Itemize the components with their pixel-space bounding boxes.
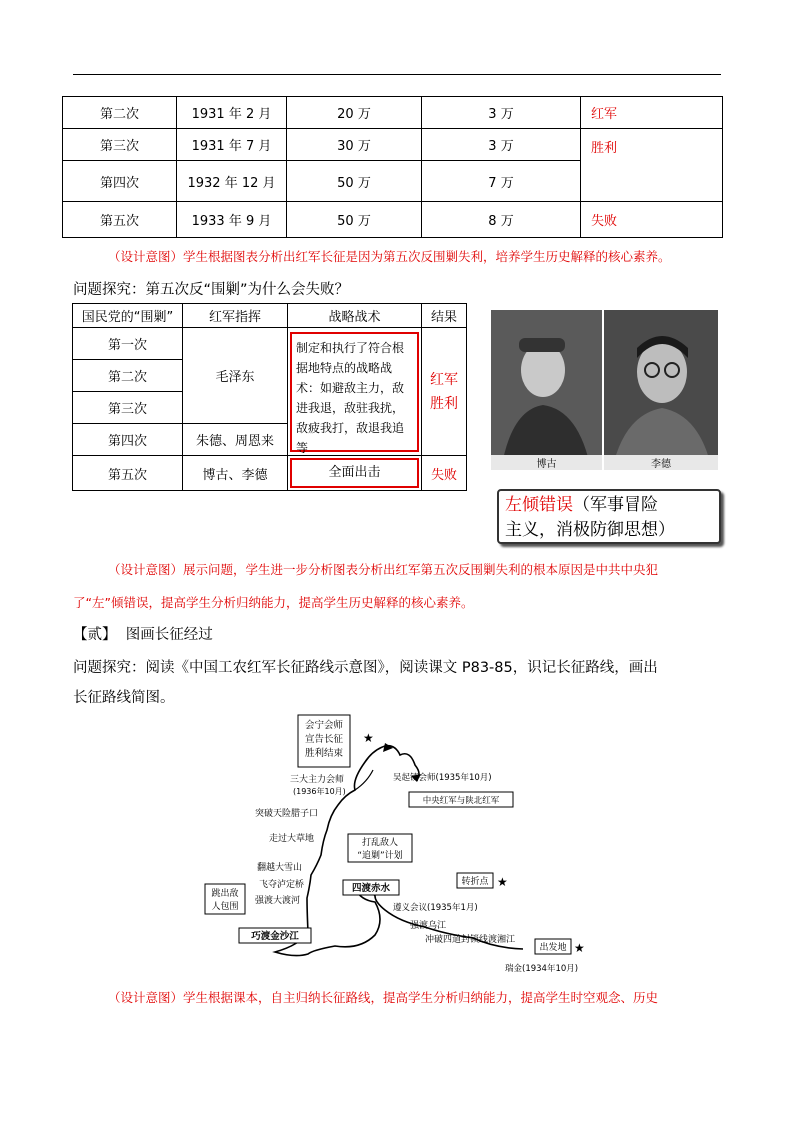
svg-text:胜利结束: 胜利结束 [304, 748, 344, 759]
svg-text:中央红军与陕北红军: 中央红军与陕北红军 [422, 796, 500, 806]
campaign-table [62, 96, 723, 238]
svg-text:会宁会师: 会宁会师 [304, 720, 344, 731]
svg-text:突破天险腊子口: 突破天险腊子口 [255, 809, 319, 819]
svg-text:(1936年10月): (1936年10月) [293, 787, 346, 796]
star-icon: ★ [497, 875, 508, 889]
question-2-line2: 长征路线简图。 [73, 690, 175, 706]
long-march-route-map [195, 710, 605, 980]
table-header-row: 国民党的“围剿” 红军指挥 战略战术 结果 [73, 304, 467, 328]
table-row: 第二次 1931 年 2 月 20 万 3 万 红军 [63, 97, 723, 129]
question-2-line1: 问题探究：阅读《中国工农红军长征路线示意图》，阅读课文 P83-85，识记长征路线，画出 [73, 660, 658, 676]
question-1: 问题探究：第五次反“围剿”为什么会失败？ [73, 282, 350, 298]
svg-text:出发地: 出发地 [539, 943, 567, 953]
analysis-table [72, 303, 467, 491]
svg-text:巧渡金沙江: 巧渡金沙江 [251, 931, 299, 942]
table-row: 第五次 1933 年 9 月 50 万 8 万 失败 [63, 202, 723, 238]
svg-text:翻越大雪山: 翻越大雪山 [257, 863, 303, 873]
left-error-callout: 左倾错误（军事冒险 主义，消极防御思想） [497, 489, 721, 544]
svg-text:四渡赤水: 四渡赤水 [351, 883, 391, 894]
table-row: 第一次 毛泽东 制定和执行了符合根据地特点的战略战术：如避敌主力，敌进我退，敌驻我扰，敌疲我打，敌退我追等 红军 胜利 [73, 328, 467, 360]
svg-text:宣告长征: 宣告长征 [304, 734, 344, 745]
svg-text:三大主力会师: 三大主力会师 [290, 775, 345, 785]
svg-text:遵义会议(1935年1月): 遵义会议(1935年1月) [393, 903, 478, 913]
table-row: 第三次 [73, 392, 467, 424]
svg-text:冲破四道封锁线渡湘江: 冲破四道封锁线渡湘江 [425, 935, 516, 945]
lide-portrait-icon [604, 310, 718, 470]
design-note-1: （设计意图）学生根据图表分析出红军长征是因为第五次反围剿失利，培养学生历史解释的核心素养。 [108, 249, 671, 264]
table-row: 第四次 朱德、周恩来 [73, 424, 467, 456]
svg-text:人包围: 人包围 [211, 902, 239, 912]
star-icon: ★ [574, 941, 585, 955]
bogu-portrait-icon [491, 310, 602, 470]
table-row: 第三次 1931 年 7 月 30 万 3 万 胜利 [63, 129, 723, 161]
svg-text:瑞金(1934年10月): 瑞金(1934年10月) [505, 964, 579, 974]
design-note-3: （设计意图）学生根据课本，自主归纳长征路线，提高学生分析归纳能力，提高学生时空观念、历史 [108, 990, 659, 1005]
lide-photo: 李德 [604, 310, 718, 470]
svg-text:“追剿”计划: “追剿”计划 [357, 851, 403, 861]
svg-text:打乱敌人: 打乱敌人 [361, 838, 399, 848]
arrow-icon [383, 743, 393, 752]
bogu-photo: 博古 [491, 310, 602, 470]
svg-text:走过大草地: 走过大草地 [269, 834, 315, 844]
star-icon: ★ [363, 731, 374, 745]
design-note-2-line1: （设计意图）展示问题，学生进一步分析图表分析出红军第五次反围剿失利的根本原因是中共中央犯 [108, 562, 659, 577]
table-row: 第五次 博古、李德 全面出击 失败 [73, 456, 467, 491]
table-row: 第二次 [73, 360, 467, 392]
svg-text:跳出敌: 跳出敌 [211, 889, 239, 899]
svg-text:转折点: 转折点 [461, 877, 489, 887]
svg-text:飞夺泸定桥: 飞夺泸定桥 [259, 880, 305, 890]
svg-text:强渡大渡河: 强渡大渡河 [255, 896, 301, 906]
design-note-2-line2: 了“左”倾错误，提高学生分析归纳能力，提高学生历史解释的核心素养。 [73, 595, 474, 610]
table-row: 第四次 1932 年 12 月 50 万 7 万 [63, 161, 723, 202]
header-rule [73, 74, 721, 75]
section-heading: 【贰】 图画长征经过 [73, 627, 213, 643]
tactics-box: 制定和执行了符合根据地特点的战略战术：如避敌主力，敌进我退，敌驻我扰，敌疲我打，敌退我追等 [290, 332, 419, 452]
svg-text:吴起镇会师(1935年10月): 吴起镇会师(1935年10月) [393, 773, 492, 783]
svg-text:强渡乌江: 强渡乌江 [410, 921, 447, 931]
